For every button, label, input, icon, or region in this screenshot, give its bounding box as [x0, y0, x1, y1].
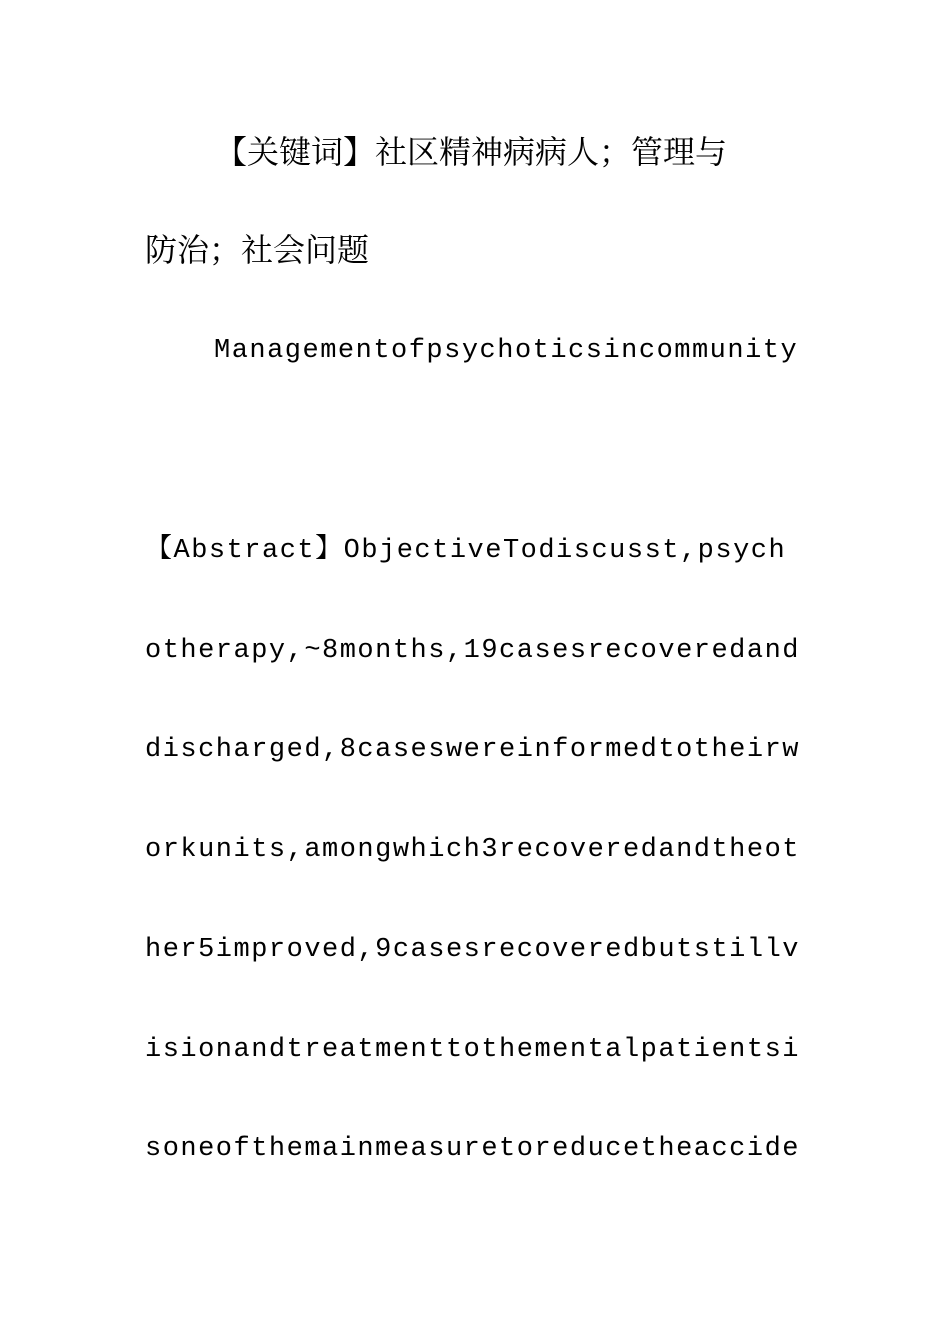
abstract-line-3: discharged,8caseswereinformedtotheirw — [145, 735, 800, 765]
abstract-line-6: isionandtreatmenttothementalpatientsi — [145, 1035, 800, 1065]
english-title: Managementofpsychoticsincommunity — [214, 336, 799, 366]
abstract-line-5: her5improved,9casesrecoveredbutstillv — [145, 935, 800, 965]
abstract-line-2: otherapy,~8months,19casesrecoveredand — [145, 636, 800, 666]
abstract-line-7: soneofthemainmeasuretoreducetheaccide — [145, 1134, 800, 1164]
keywords-line-2: 防治；社会问题 — [145, 231, 370, 269]
abstract-line-1: 【Abstract】ObjectiveTodiscusst,psych — [145, 536, 787, 566]
abstract-line-4: orkunits,amongwhich3recoveredandtheot — [145, 835, 800, 865]
keywords-line-1: 【关键词】社区精神病病人；管理与 — [215, 133, 728, 171]
